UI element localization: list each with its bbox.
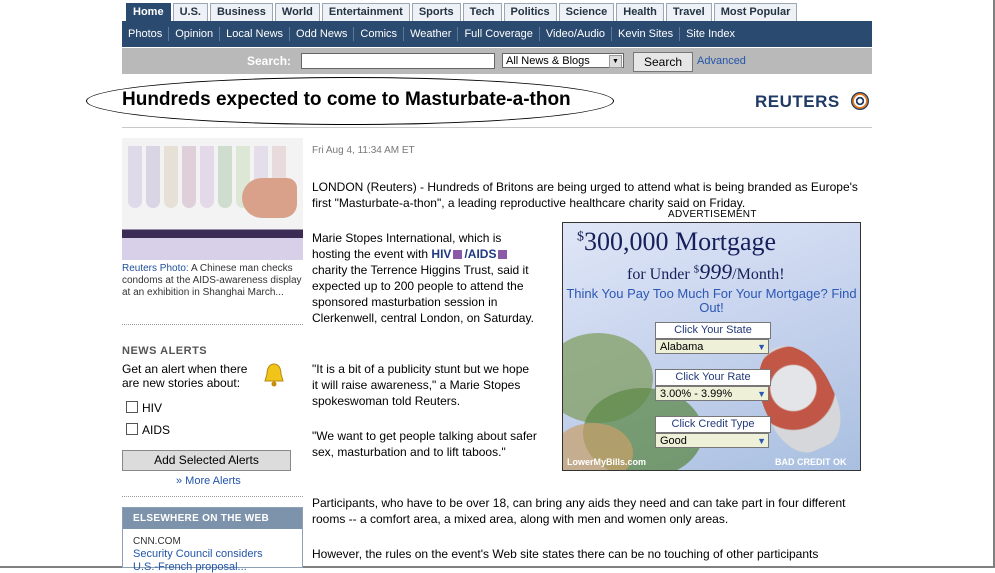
tab-us[interactable]: U.S. bbox=[173, 3, 208, 21]
photo-condom bbox=[146, 146, 160, 208]
elsewhere-link[interactable]: Security Council considers bbox=[133, 548, 263, 560]
subnav-comics[interactable]: Comics bbox=[354, 27, 404, 41]
ad-rate-select[interactable] bbox=[655, 386, 769, 401]
subnav-video-audio[interactable]: Video/Audio bbox=[540, 27, 612, 41]
ad-sub-dollar: $ bbox=[693, 263, 700, 276]
search-bar bbox=[122, 48, 872, 74]
hiv-topic-link[interactable]: HIV bbox=[431, 247, 452, 261]
bell-icon bbox=[262, 362, 286, 388]
photo-caption-text: A Chinese man checks condoms at the AIDS-awareness display at an exhibition in Shanghai March... bbox=[122, 263, 302, 298]
dropdown-arrow-icon[interactable]: ▼ bbox=[609, 55, 622, 68]
news-alerts-title: NEWS ALERTS bbox=[122, 345, 208, 357]
subnav-opinion[interactable]: Opinion bbox=[169, 27, 220, 41]
ad-sub-post: /Month! bbox=[732, 266, 785, 283]
photo-hand bbox=[242, 178, 297, 218]
ad-headline bbox=[577, 227, 776, 257]
ad-brand: LowerMyBills.com bbox=[567, 457, 647, 467]
paragraph-text: charity the Terrence Higgins Trust, said it expected up to 200 people to attend the sponsored masturbation session in Clerkenwell, central London, on Saturday. bbox=[312, 263, 534, 325]
photo-condom bbox=[164, 146, 178, 208]
article-paragraph: Participants, who have to be over 18, can bring any aids they need and can take part in four different rooms -- a comfort area, a mixed area, along with men and women only areas. bbox=[312, 496, 846, 526]
ad-sub-text: for Under bbox=[627, 266, 694, 283]
photo-caption bbox=[122, 263, 307, 299]
more-alerts-link[interactable]: » More Alerts bbox=[176, 475, 241, 487]
ad-dollar-sign: $ bbox=[577, 229, 584, 245]
article-paragraph bbox=[312, 230, 542, 326]
article-paragraph: "It is a bit of a publicity stunt but we hope it will raise awareness," a Marie Stopes spokeswoman told Reuters. bbox=[312, 362, 530, 408]
article-paragraph: "We want to get people talking about safer sex, masturbation and to lift taboos." bbox=[312, 429, 537, 459]
photo-condom bbox=[128, 146, 142, 208]
divider bbox=[122, 496, 303, 497]
subnav-photos[interactable]: Photos bbox=[122, 27, 169, 41]
ad-subheadline bbox=[627, 259, 785, 285]
ad-state-value: Alabama bbox=[660, 341, 704, 353]
main-tabs bbox=[126, 3, 797, 21]
reuters-globe-icon bbox=[851, 92, 869, 110]
photo-condom bbox=[200, 146, 214, 208]
elsewhere-on-web-box bbox=[122, 507, 303, 573]
ad-headline-amount: 300,000 Mortgage bbox=[584, 227, 777, 256]
chevron-down-icon[interactable]: ▼ bbox=[757, 436, 766, 446]
advanced-search-link[interactable]: Advanced bbox=[697, 55, 746, 67]
ad-sub-amount: 999 bbox=[699, 259, 733, 284]
reuters-logo: REUTERS bbox=[755, 92, 840, 111]
advertisement-label: ADVERTISEMENT bbox=[668, 209, 757, 220]
chevron-down-icon[interactable]: ▼ bbox=[757, 389, 766, 399]
subnav-odd-news[interactable]: Odd News bbox=[290, 27, 354, 41]
tab-politics[interactable]: Politics bbox=[504, 3, 557, 21]
subnav-kevin-sites[interactable]: Kevin Sites bbox=[612, 27, 680, 41]
alert-checkbox-aids[interactable] bbox=[126, 423, 138, 435]
ad-credit-value: Good bbox=[660, 435, 687, 447]
article-headline: Hundreds expected to come to Masturbate-a-thon bbox=[122, 89, 571, 110]
tab-most-popular[interactable]: Most Popular bbox=[714, 3, 798, 21]
search-label: Search: bbox=[247, 54, 292, 68]
chevron-down-icon[interactable]: ▼ bbox=[757, 342, 766, 352]
tab-tech[interactable]: Tech bbox=[463, 3, 502, 21]
subnav-site-index[interactable]: Site Index bbox=[686, 28, 735, 40]
tab-sports[interactable]: Sports bbox=[412, 3, 461, 21]
headline-divider bbox=[122, 127, 872, 128]
tab-world[interactable]: World bbox=[275, 3, 320, 21]
topic-alert-icon[interactable] bbox=[453, 250, 462, 259]
tab-entertainment[interactable]: Entertainment bbox=[322, 3, 410, 21]
aids-topic-link[interactable]: /AIDS bbox=[464, 247, 497, 261]
ad-rate-label: Click Your Rate bbox=[655, 369, 771, 386]
paragraph-text: Marie Stopes International, which is hosting the event with bbox=[312, 231, 502, 261]
elsewhere-source: CNN.COM bbox=[133, 536, 181, 547]
photo-condom bbox=[182, 146, 196, 208]
elsewhere-link[interactable]: U.S.-French proposal... bbox=[133, 561, 247, 573]
topic-alert-icon[interactable] bbox=[498, 250, 507, 259]
alert-label-hiv: HIV bbox=[142, 401, 163, 415]
article-date: Fri Aug 4, 11:34 AM ET bbox=[312, 145, 415, 156]
ad-credit-select[interactable] bbox=[655, 433, 769, 448]
search-scope-select[interactable] bbox=[502, 53, 624, 68]
search-button[interactable]: Search bbox=[633, 52, 693, 72]
sub-navigation bbox=[122, 21, 872, 47]
tab-home[interactable]: Home bbox=[126, 3, 171, 23]
tab-science[interactable]: Science bbox=[559, 3, 615, 21]
alert-label-aids: AIDS bbox=[142, 423, 171, 437]
add-selected-alerts-button[interactable]: Add Selected Alerts bbox=[122, 450, 291, 471]
tab-health[interactable]: Health bbox=[616, 3, 664, 21]
article-photo[interactable] bbox=[122, 138, 303, 260]
article-paragraph: However, the rules on the event's Web site states there can be no touching of other participants bbox=[312, 547, 819, 561]
subnav-weather[interactable]: Weather bbox=[404, 27, 458, 41]
ad-footer: BAD CREDIT OK bbox=[775, 457, 847, 467]
ad-state-select[interactable] bbox=[655, 339, 769, 354]
ad-tagline: Think You Pay Too Much For Your Mortgage? Find Out! bbox=[566, 286, 857, 315]
divider bbox=[122, 324, 303, 325]
news-alerts-text: Get an alert when there are new stories about: bbox=[122, 362, 248, 390]
mortgage-ad[interactable] bbox=[562, 222, 861, 471]
alert-checkbox-hiv[interactable] bbox=[126, 401, 138, 413]
article-paragraph: LONDON (Reuters) - Hundreds of Britons are being urged to attend what is being branded as Europe's first "Masturbate-a-thon", a leading reproductive healthcare charity said on Friday. bbox=[312, 180, 858, 210]
ad-state-label: Click Your State bbox=[655, 322, 771, 339]
subnav-full-coverage[interactable]: Full Coverage bbox=[458, 27, 539, 41]
photo-condom bbox=[218, 146, 232, 208]
photo-credit-link[interactable]: Reuters Photo: bbox=[122, 263, 189, 274]
tab-business[interactable]: Business bbox=[210, 3, 273, 21]
elsewhere-title: ELSEWHERE ON THE WEB bbox=[123, 508, 302, 529]
ad-rate-value: 3.00% - 3.99% bbox=[660, 388, 733, 400]
search-input[interactable] bbox=[301, 53, 495, 69]
tab-travel[interactable]: Travel bbox=[666, 3, 712, 21]
search-scope-value: All News & Blogs bbox=[506, 55, 590, 67]
subnav-local-news[interactable]: Local News bbox=[220, 27, 290, 41]
ad-credit-label: Click Credit Type bbox=[655, 416, 771, 433]
